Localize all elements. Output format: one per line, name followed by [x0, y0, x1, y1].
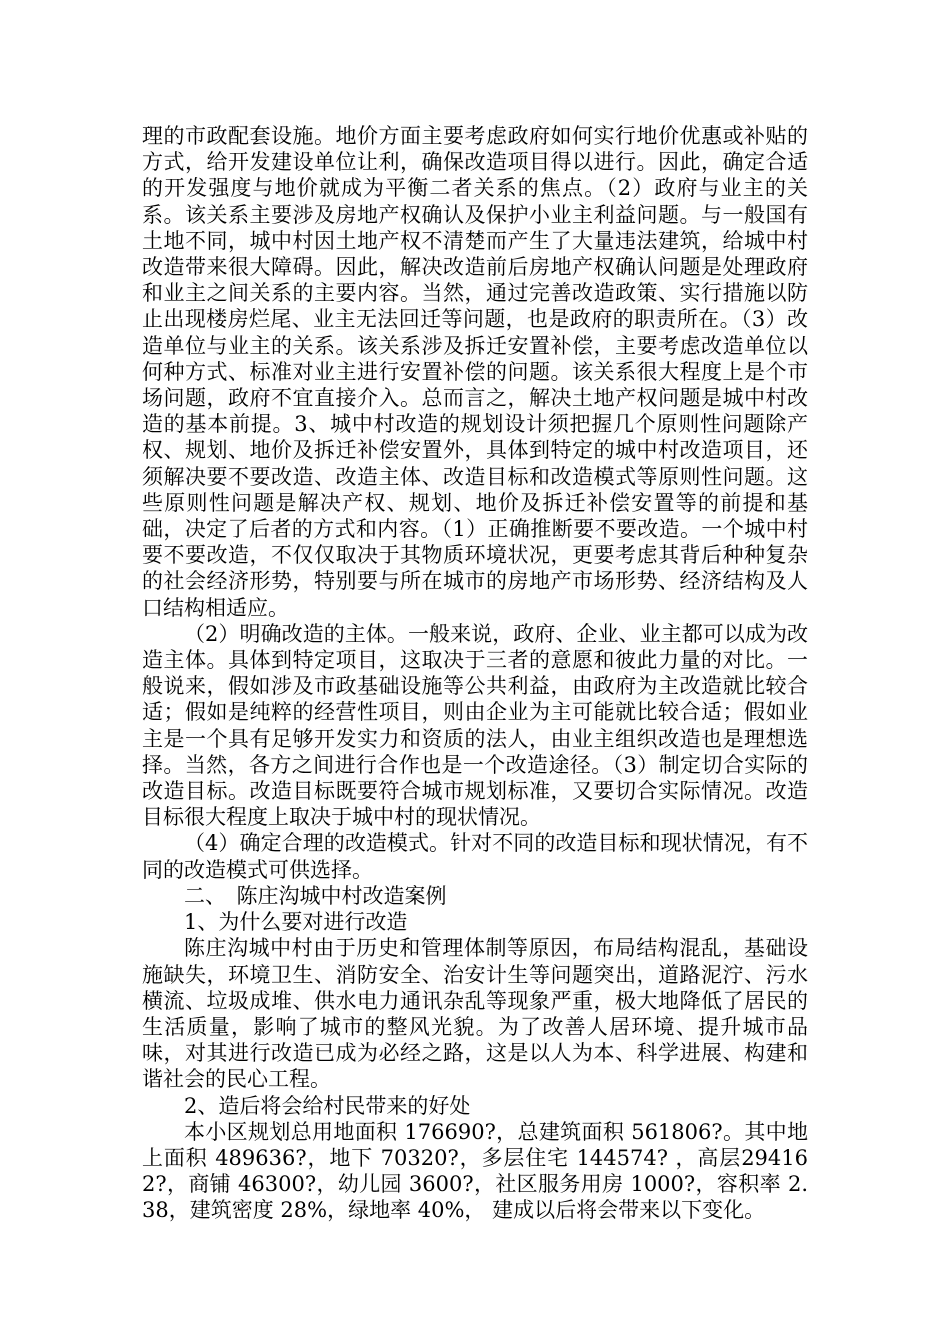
body-paragraph: （4）确定合理的改造模式。针对不同的改造目标和现状情况，有不同的改造模式可供选择。	[142, 831, 808, 882]
subsection-heading: 2、造后将会给村民带来的好处	[184, 1093, 471, 1118]
document-page	[142, 123, 808, 1224]
subsection-heading: 1、为什么要对进行改造	[184, 910, 408, 935]
section-heading: 二、 陈庄沟城中村改造案例	[184, 883, 447, 908]
body-paragraph: （2）明确改造的主体。一般来说，政府、企业、业主都可以成为改造主体。具体到特定项目，这取决于三者的意愿和彼此力量的对比。一般说来，假如涉及市政基础设施等公共利益，由政府为主改造就比较合适；假如是纯粹的经营性项目，则由企业为主可能就比较合适；假如业主是一个具有足够开发实力和资质的法人，由业主组织改造也是理想选择。当然，各方之间进行合作也是一个改造途径。（3）制定切合实际的改造目标。改造目标既要符合城市规划标准，又要切合实际情况。改造目标很大程度上取决于城中村的现状情况。	[142, 621, 808, 830]
body-paragraph: 陈庄沟城中村由于历史和管理体制等原因，布局结构混乱，基础设施缺失，环境卫生、消防安全、治安计生等问题突出，道路泥泞、污水横流、垃圾成堆、供水电力通讯杂乱等现象严重，极大地降低了居民的生活质量，影响了城市的整风光貌。为了改善人居环境、提升城市品味，对其进行改造已成为必经之路，这是以人为本、科学进展、构建和谐社会的民心工程。	[142, 936, 808, 1092]
body-paragraph: 理的市政配套设施。地价方面主要考虑政府如何实行地价优惠或补贴的方式，给开发建设单位让利，确保改造项目得以进行。因此，确定合适的开发强度与地价就成为平衡二者关系的焦点。（2）政府与业主的关系。该关系主要涉及房地产权确认及保护小业主利益问题。与一般国有土地不同，城中村因土地产权不清楚而产生了大量违法建筑，给城中村改造带来很大障碍。因此，解决改造前后房地产权确认问题是处理政府和业主之间关系的主要内容。当然，通过完善改造政策、实行措施以防止出现楼房烂尾、业主无法回迁等问题，也是政府的职责所在。（3）改造单位与业主的关系。该关系涉及拆迁安置补偿，主要考虑改造单位以何种方式、标准对业主进行安置补偿的问题。该关系很大程度上是个市场问题，政府不宜直接介入。总而言之，解决土地产权问题是城中村改造的基本前提。3、城中村改造的规划设计须把握几个原则性问题除产权、规划、地价及拆迁补偿安置外，具体到特定的城中村改造项目，还须解决要不要改造、改造主体、改造目标和改造模式等原则性问题。这些原则性问题是解决产权、规划、地价及拆迁补偿安置等的前提和基础，决定了后者的方式和内容。（1）正确推断要不要改造。一个城中村要不要改造，不仅仅取决于其物质环境状况，更要考虑其背后种种复杂的社会经济形势，特别要与所在城市的房地产市场形势、经济结构及人口结构相适应。	[142, 124, 808, 620]
body-paragraph: 本小区规划总用地面积 176690?，总建筑面积 561806?。其中地上面积 489636?，地下 70320?，多层住宅 144574? ，高层294162?，商铺 46300?，幼儿园 3600?，社区服务用房 1000?，容积率 2.38，建筑密度 28%，绿地率 40%， 建成以后将会带来以下变化。	[142, 1119, 808, 1223]
